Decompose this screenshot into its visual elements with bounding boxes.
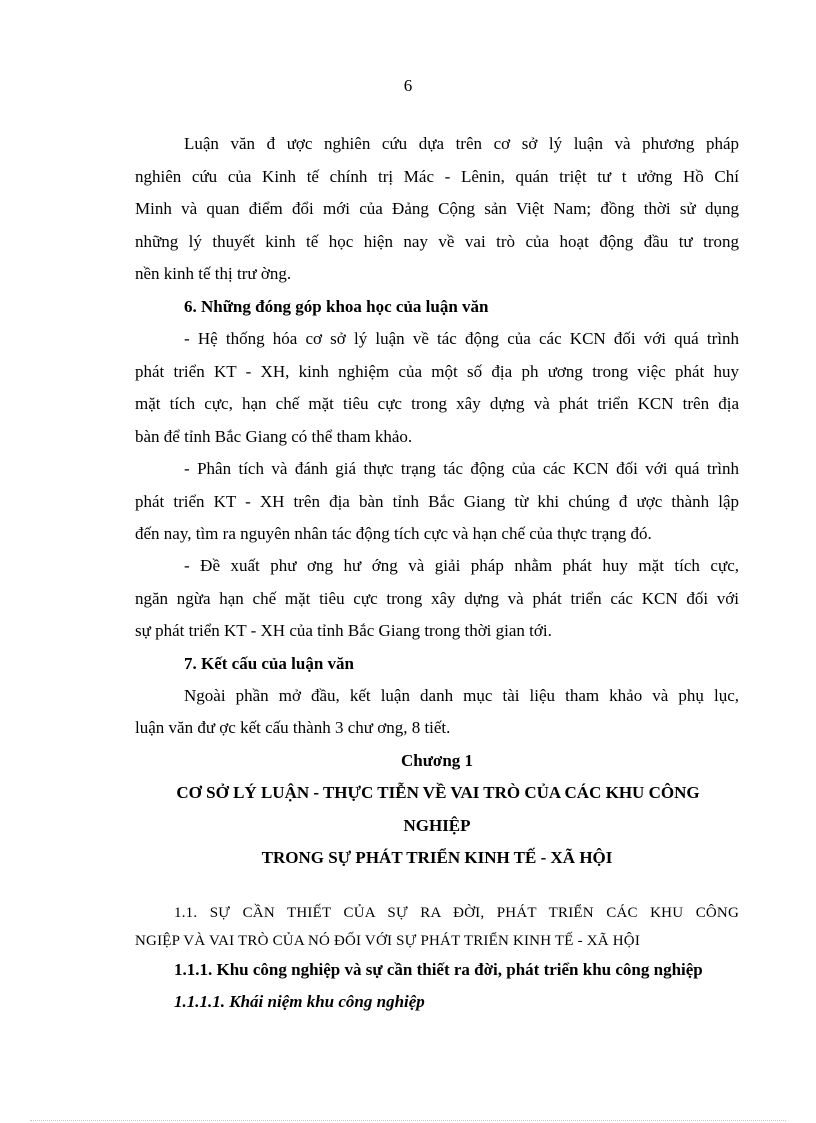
paragraph-line: luận văn đư ợc kết cấu thành 3 chư ơng, 8 tiết. <box>135 718 451 737</box>
page-footer-divider <box>30 1120 786 1121</box>
section-heading: 7. Kết cấu của luận văn <box>184 654 355 673</box>
chapter-title-line: TRONG SỰ PHÁT TRIỂN KINH TẾ - XÃ HỘI <box>261 848 613 867</box>
chapter-title-line: CƠ SỞ LÝ LUẬN - THỰC TIỄN VỀ VAI TRÒ CỦA CÁC KHU CÔNG <box>176 783 700 802</box>
paragraph-line: sự phát triển KT - XH của tỉnh Bắc Giang trong thời gian tới. <box>135 621 552 640</box>
paragraph-line: phát triển KT - XH trên địa bàn tỉnh Bắc Giang từ khi chúng đ ược thành lập <box>135 492 739 511</box>
paragraph-line: - Phân tích và đánh giá thực trạng tác động của các KCN đối với quá trình <box>184 459 739 478</box>
paragraph-line: - Đề xuất phư ơng hư ớng và giải pháp nhằm phát huy mặt tích cực, <box>184 556 739 575</box>
paragraph-line: đến nay, tìm ra nguyên nhân tác động tích cực và hạn chế của thực trạng đó. <box>135 524 652 543</box>
chapter-label: Chương 1 <box>400 751 474 770</box>
paragraph-line: phát triển KT - XH, kinh nghiệm của một số địa ph ương trong việc phát huy <box>135 362 739 381</box>
section-heading-1-1: 1.1. SỰ CẦN THIẾT CỦA SỰ RA ĐỜI, PHÁT TRIỂN CÁC KHU CÔNG <box>174 905 739 921</box>
paragraph-line: Ngoài phần mở đầu, kết luận danh mục tài liệu tham khảo và phụ lục, <box>184 686 739 705</box>
paragraph-line: Minh và quan điểm đổi mới của Đảng Cộng sản Việt Nam; đồng thời sử dụng <box>135 199 739 218</box>
chapter-title-line: NGHIỆP <box>403 816 471 835</box>
section-heading-1-1: NGIỆP VÀ VAI TRÒ CỦA NÓ ĐỐI VỚI SỰ PHÁT TRIỂN KINH TẾ - XÃ HỘI <box>135 933 641 949</box>
section-heading-1-1-1: 1.1.1. Khu công nghiệp và sự cần thiết ra đời, phát triển khu công nghiệp <box>174 960 703 979</box>
paragraph-line: những lý thuyết kinh tế học hiện nay về vai trò của hoạt động đầu tư trong <box>135 232 739 251</box>
section-heading-1-1-1-1: 1.1.1.1. Khái niệm khu công nghiệp <box>174 992 425 1011</box>
paragraph-line: ngăn ngừa hạn chế mặt tiêu cực trong xây dựng và phát triển các KCN đối với <box>135 589 739 608</box>
paragraph-line: nghiên cứu của Kinh tế chính trị Mác - Lênin, quán triệt tư t ưởng Hồ Chí <box>135 167 739 186</box>
paragraph-line: bàn để tỉnh Bắc Giang có thể tham khảo. <box>135 427 413 446</box>
paragraph-line: - Hệ thống hóa cơ sở lý luận về tác động của các KCN đối với quá trình <box>184 329 739 348</box>
page-number: 6 <box>403 76 413 95</box>
paragraph-line: mặt tích cực, hạn chế mặt tiêu cực trong xây dựng và phát triển KCN trên địa <box>135 394 739 413</box>
section-heading: 6. Những đóng góp khoa học của luận văn <box>184 297 489 316</box>
paragraph-line: nền kinh tế thị trư ờng. <box>135 264 292 283</box>
paragraph-line: Luận văn đ ược nghiên cứu dựa trên cơ sở lý luận và phương pháp <box>184 134 739 153</box>
